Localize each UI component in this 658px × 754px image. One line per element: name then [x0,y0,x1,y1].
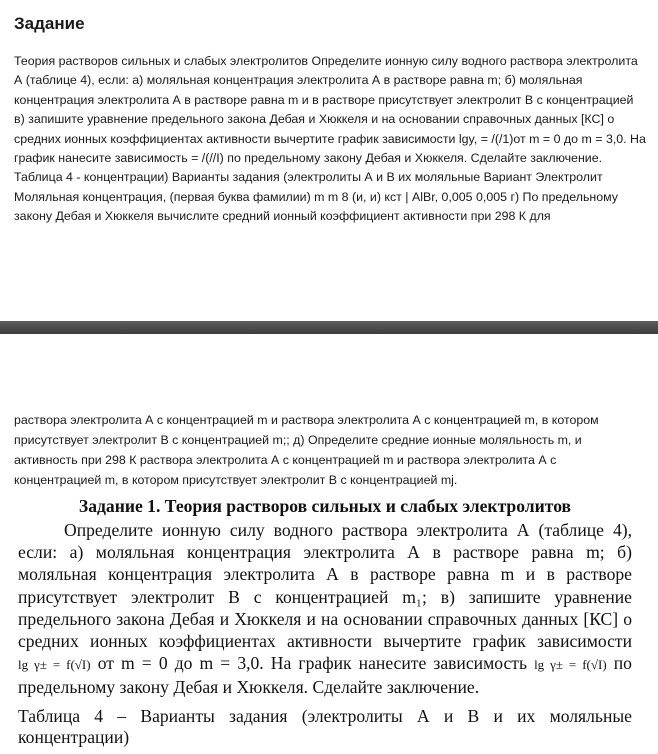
task-title: Задание 1. Теория растворов сильных и слабых электролитов [78,496,572,516]
ocr-paragraph-top: Теория растворов сильных и слабых электролитов Определите ионную силу водного раствора электролита А (таблице 4), если: а) моляльная концентрация электролита А в растворе равна m; б) моляльная концентрация электролита А в растворе равна m и в растворе присутствует электролит В с концентрацией в) запишите уравнение предельного закона Дебая и Хюккеля и на основании справочных данных [КС] о средних ионных коэффициентах активности вычертите график зависимости lgy, = /(/1)от m = 0 до m = 3,0. На график нанесите зависимость = /(//I) по предельному закону Дебая и Хюккеля. Сделайте заключение. Таблица 4 - концентрации) Варианты задания (электролиты А и В их моляльные Вариант Электролит Моляльная концентрация, (первая буква фамилии) m m 8 (и, и) кст | AlBr, 0,005 0,005 г) По предельному закону Дебая и Хюккеля вычислите средний ионный коэффициент активности при 298 К для [14,54,646,224]
task-excerpt [18,496,632,748]
task-body-part3: по предельному закону Дебая и Хюккеля. Сделайте заключение. [18,653,632,698]
section-heading: Задание [14,14,85,33]
page-divider [0,321,658,334]
task-body-part1: Определите ионную силу водного раствора электролита А (таблице 4), если: а) моляльная концентрация электролита А в растворе равна m; б) моляльная концентрация электролита А в растворе равна m и в растворе присутствует электролит В с концентрацией m₁; в) запишите уравнение предельного закона Дебая и Хюккеля и на основании справочных данных [КС] о средних ионных коэффициентах активности вычертите график зависимости [18,520,632,652]
table-caption: Таблица 4 – Варианты задания (электролиты А и В и их моляльные концентрации) [18,705,632,747]
formula-lg-gamma: lg γ± = f(√I) [18,657,91,673]
ocr-paragraph-continued: раствора электролита А с концентрацией m и раствора электролита А с концентрацией m, в котором присутствует электролит В с концентрацией m;; д) Определите средние ионные моляльность m, и активность при 298 К раствора электролита А с концентрацией m и раствора электролита А с концентрацией m, в котором присутствует электролит В с концентрацией mj. [14,413,599,487]
task-body [18,519,632,699]
formula-lg-gamma-2: lg γ± = f(√I) [534,657,607,673]
task-body-part2: от m = 0 до m = 3,0. На график нанесите зависимость [97,653,527,674]
